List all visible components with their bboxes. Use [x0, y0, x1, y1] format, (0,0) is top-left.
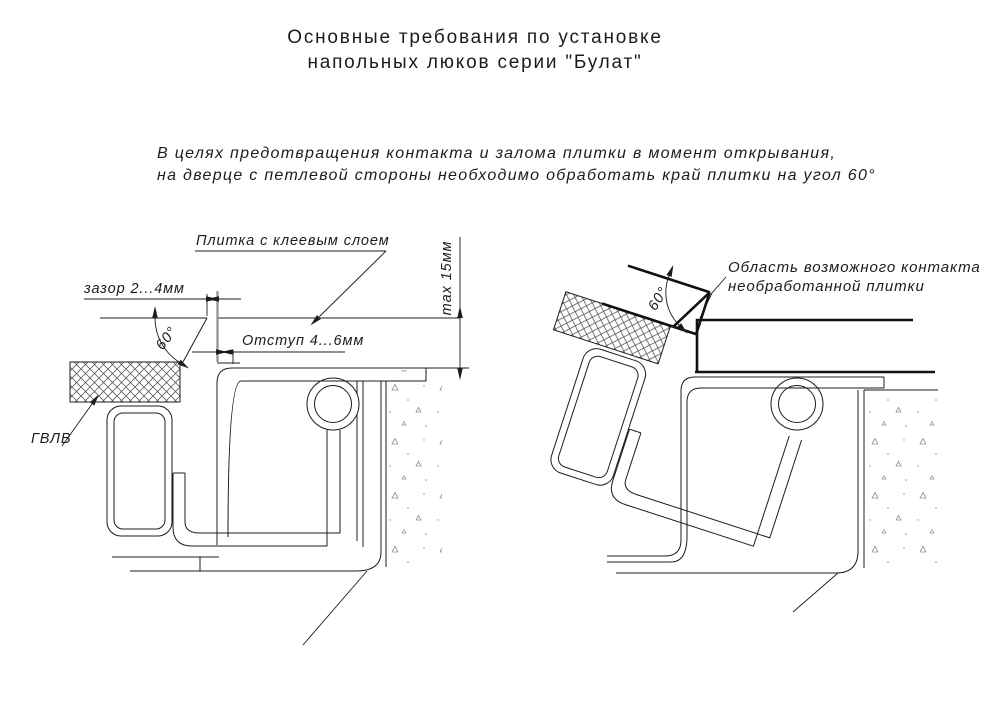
gvl-board: [70, 362, 180, 402]
tile-leader-line: [319, 251, 386, 317]
angle-arc-right: [666, 276, 679, 325]
door-tile-bevel: [183, 318, 207, 362]
tile-leader-label: Плитка с клеевым слоем: [196, 233, 390, 249]
pan-profile-outer-right: [607, 377, 884, 556]
note-line2: на дверце с петлевой стороны необходимо обработать край плитки на угол 60°: [157, 167, 876, 184]
title-line1: Основные требования по установке: [287, 27, 663, 48]
door-tile-top-open: [628, 266, 710, 293]
note-line1: В целях предотвращения контакта и залома плитки в момент открывания,: [157, 145, 837, 162]
hinge-arm-outer: [173, 430, 327, 546]
contact-label-line2: необработанной плитки: [728, 278, 925, 295]
angle-label: 60°: [152, 323, 181, 354]
offset-dim-label: Отступ 4...6мм: [242, 333, 365, 349]
pan-profile-inner-right: [607, 388, 884, 562]
frame-bottom-step: [112, 557, 219, 571]
frame-bottom-outer: [130, 552, 381, 571]
extension-lines: [207, 294, 233, 364]
gvl-label: ГВЛВ: [31, 431, 72, 447]
concrete-hatch-area: [388, 370, 442, 568]
concrete-hatch-area-right: [866, 392, 938, 568]
hinge-arm-inner: [185, 430, 340, 533]
left-view-closed-hatch-section: [31, 233, 469, 645]
contact-label-line1: Область возможного контакта: [728, 259, 981, 276]
right-view-open-hatch-section: [509, 250, 981, 612]
break-line-right: [793, 573, 838, 612]
max-dim-label: max 15мм: [439, 240, 455, 316]
gvl-leader-line: [62, 404, 92, 446]
fixed-tile-thick-outline: [697, 320, 913, 373]
break-line: [303, 571, 367, 645]
hinge-arm-cap-open: [630, 429, 641, 433]
angle-label-right: 60°: [645, 284, 672, 314]
door-tube-outer: [107, 406, 172, 536]
title-line2: напольных люков серии "Булат": [307, 52, 643, 73]
gap-dim-label: зазор 2...4мм: [84, 281, 185, 297]
door-tube-outer-open: [547, 345, 649, 489]
